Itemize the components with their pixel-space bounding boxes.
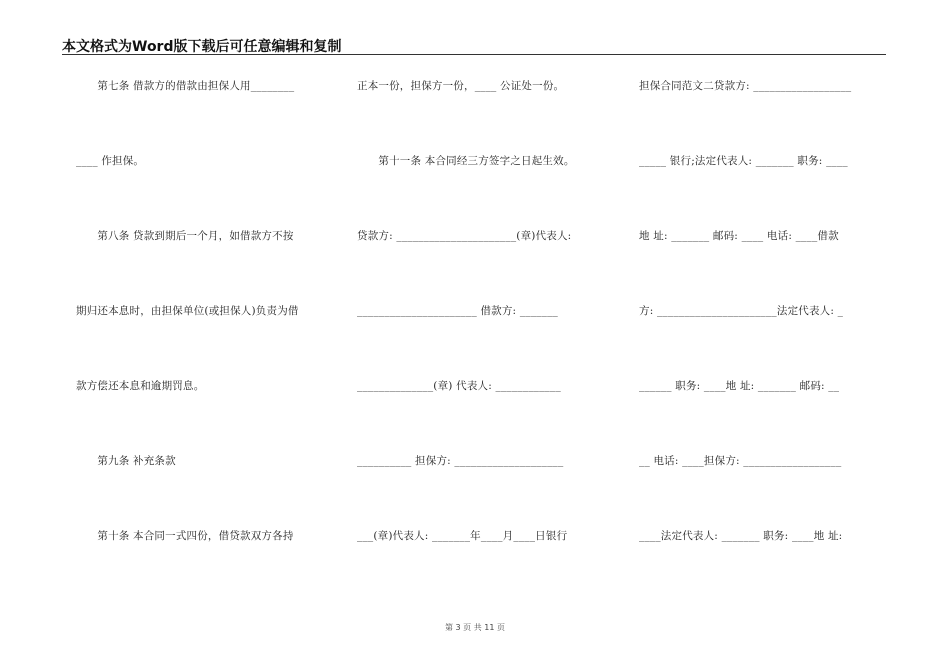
page-number: 第 3 页 共 11 页 (445, 623, 505, 632)
column-2-line-7: ___(章)代表人: _______年____月____日银行 (357, 530, 568, 542)
column-3-line-1: 担保合同范文二贷款方: __________________ (639, 80, 852, 92)
page-header-title: 本文格式为Word版下载后可任意编辑和复制 (62, 39, 342, 55)
column-1-line-1: 第七条 借款方的借款由担保人用________ (76, 80, 295, 92)
column-2-line-4: ______________________ 借款方: _______ (357, 305, 558, 317)
column-1-line-5: 款方偿还本息和逾期罚息。 (76, 380, 205, 392)
column-1-line-2: ____ 作担保。 (76, 155, 145, 167)
column-2-line-1: 正本一份，担保方一份，____ 公证处一份。 (357, 80, 565, 92)
column-3-line-6: __ 电话: ____担保方: __________________ (639, 455, 842, 467)
column-3 (639, 0, 889, 672)
column-3-line-4: 方: ______________________法定代表人: _ (639, 305, 844, 317)
column-1-line-7: 第十条 本合同一式四份，借贷款双方各持 (76, 530, 294, 542)
page-footer (0, 622, 950, 633)
column-1-line-3: 第八条 贷款到期后一个月，如借款方不按 (76, 230, 294, 242)
column-1-line-4: 期归还本息时，由担保单位(或担保人)负责为借 (76, 305, 299, 317)
column-2-line-6: __________ 担保方: ____________________ (357, 455, 564, 467)
column-2 (357, 0, 607, 672)
column-3-line-5: ______ 职务: ____地 址: _______ 邮码: __ (639, 380, 840, 392)
column-2-line-2: 第十一条 本合同经三方签字之日起生效。 (357, 155, 575, 167)
column-3-line-2: _____ 银行;法定代表人: _______ 职务: ____ (639, 155, 848, 167)
column-1 (76, 0, 326, 672)
column-2-line-5: ______________(章) 代表人: ____________ (357, 380, 561, 392)
column-1-line-6: 第九条 补充条款 (76, 455, 176, 467)
column-2-line-3: 贷款方: ______________________(章)代表人: (357, 230, 572, 242)
column-3-line-7: ____法定代表人: _______ 职务: ____地 址: (639, 530, 843, 542)
column-3-line-3: 地 址: _______ 邮码: ____ 电话: ____借款 (639, 230, 839, 242)
